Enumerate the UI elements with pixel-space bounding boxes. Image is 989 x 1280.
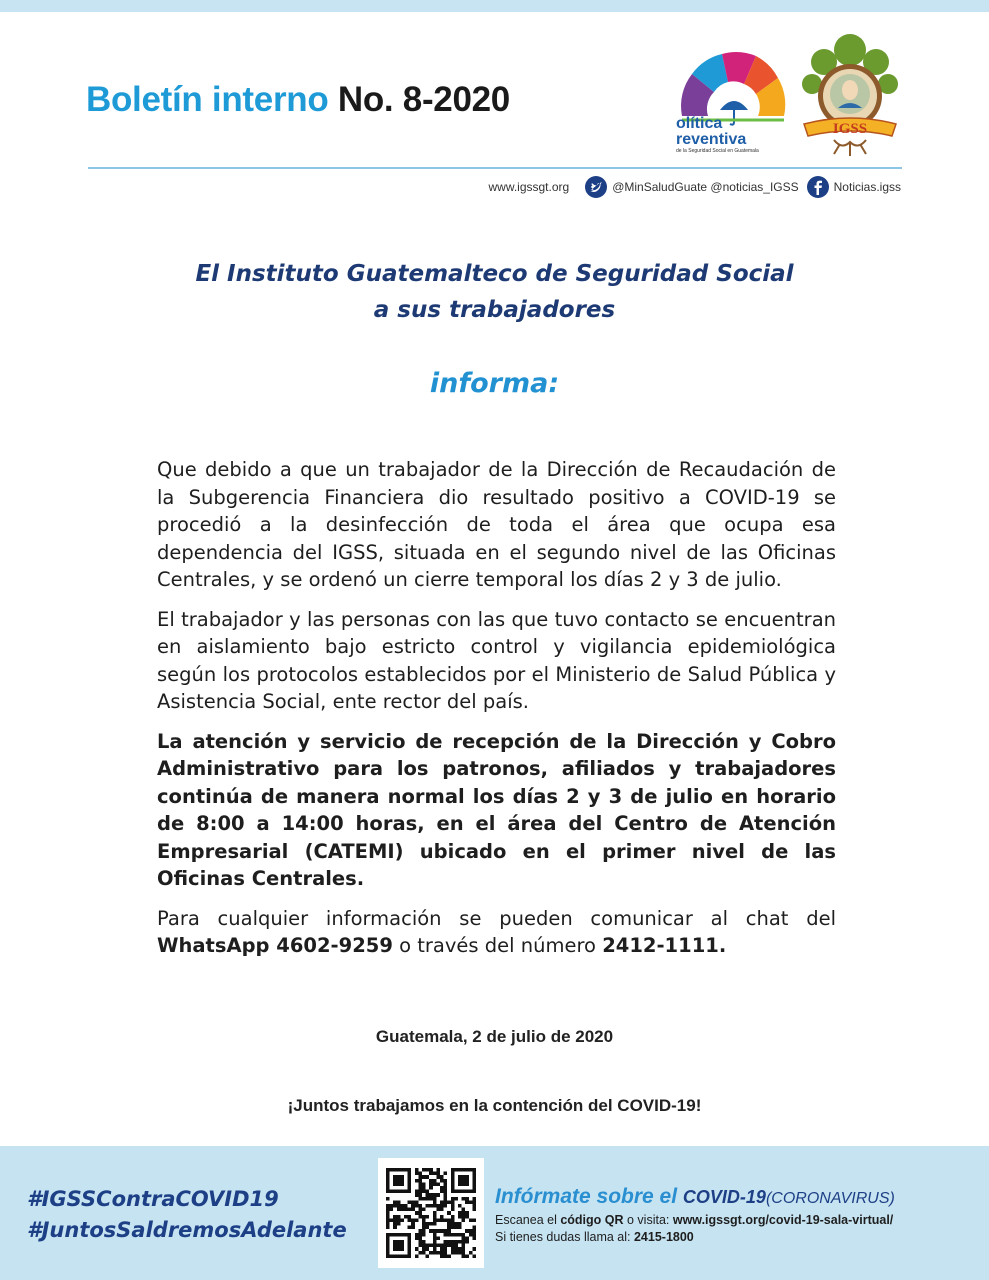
pp-line-1: olítica — [676, 115, 723, 132]
facebook-link[interactable] — [807, 176, 901, 198]
twitter-icon — [585, 176, 607, 198]
scan-text-b: o visita: — [623, 1213, 673, 1227]
facebook-page: Noticias.igss — [833, 180, 901, 194]
qr-code-icon — [386, 1166, 476, 1260]
phone-number: 2412-1111. — [602, 934, 727, 957]
heading-line-1: El Instituto Guatemalteco de Seguridad Social — [195, 261, 794, 287]
paragraph-4-text-a: Para cualquier información se pueden comunicar al chat del — [157, 906, 836, 930]
pp-line-2: reventiva — [676, 131, 747, 148]
website-text: www.igssgt.org — [488, 180, 570, 194]
paragraph-3: La atención y servicio de recepción de la Dirección y Cobro Administrativo para los patronos, afiliados y trabajadores continúa de manera normal los días 2 y 3 de julio en horario de 8:00 a 14:00 horas, en el área del Centro de Atención Empresarial (CATEMI) ubicado en el primer nivel de las Oficinas Centrales. — [157, 729, 836, 890]
qr-code-box[interactable] — [378, 1158, 484, 1268]
hashtags — [27, 1184, 347, 1246]
politica-preventiva-wordmark — [676, 116, 759, 155]
doubts-phone: 2415-1800 — [633, 1230, 694, 1244]
paragraph-2: El trabajador y las personas con las que tuvo contacto se encuentran en aislamiento bajo estricto control y vigilancia epidemiológica según los protocolos establecidos por el Ministerio de Salud Pública y Asistencia Social, ente rector del país. — [157, 607, 836, 713]
header-divider — [88, 167, 902, 169]
bulletin-number: No. 8-2020 — [337, 80, 510, 119]
twitter-link[interactable] — [585, 176, 798, 198]
info-covid: COVID-19 — [682, 1187, 766, 1207]
covid-info — [495, 1184, 895, 1246]
paragraph-4 — [157, 905, 836, 960]
pp-sub: de la Seguridad Social en Guatemala — [676, 148, 759, 154]
covid-info-title — [495, 1184, 895, 1212]
scan-line — [495, 1212, 895, 1229]
heading-line-2: a sus trabajadores — [373, 297, 616, 323]
website-link[interactable] — [488, 180, 569, 194]
hashtag-2: #JuntosSaldremosAdelante — [27, 1218, 347, 1242]
doubts-line — [495, 1229, 895, 1246]
info-title-text: Infórmate sobre el — [495, 1185, 678, 1208]
bulletin-body — [157, 456, 836, 972]
slogan: ¡Juntos trabajamos en la contención del COVID-19! — [287, 1096, 702, 1115]
sala-virtual-link[interactable]: www.igssgt.org/covid-19-sala-virtual/ — [672, 1213, 894, 1227]
hashtag-1: #IGSSContraCOVID19 — [27, 1187, 279, 1211]
bulletin-title-label: Boletín interno — [86, 80, 329, 119]
doubts-text: Si tienes dudas llama al: — [495, 1230, 634, 1244]
scan-text-a: Escanea el — [495, 1213, 561, 1227]
scan-qr: código QR — [560, 1213, 624, 1227]
info-coronavirus: (CORONAVIRUS) — [765, 1190, 895, 1207]
social-links — [488, 176, 901, 198]
igss-seal-text: IGSS — [832, 121, 868, 137]
paragraph-4-text-b: o través del número — [392, 934, 603, 957]
date-line: Guatemala, 2 de julio de 2020 — [375, 1027, 614, 1046]
igss-seal-logo-icon — [794, 28, 906, 158]
bulletin-title — [86, 80, 510, 120]
paragraph-1: Que debido a que un trabajador de la Dirección de Recaudación de la Subgerencia Financiera dio resultado positivo a COVID-19 se procedió a la desinfección de toda el área que ocupa esa dependencia del IGSS, situada en el segundo nivel de las Oficinas Centrales, y se ordenó un cierre temporal los días 2 y 3 de julio. — [157, 458, 836, 591]
top-strip — [0, 0, 989, 12]
twitter-handles: @MinSaludGuate @noticias_IGSS — [612, 180, 799, 194]
informa-heading: informa: — [429, 368, 560, 399]
facebook-icon — [807, 176, 829, 198]
footer-banner — [0, 1146, 989, 1280]
whatsapp-number: WhatsApp 4602-9259 — [157, 934, 393, 957]
